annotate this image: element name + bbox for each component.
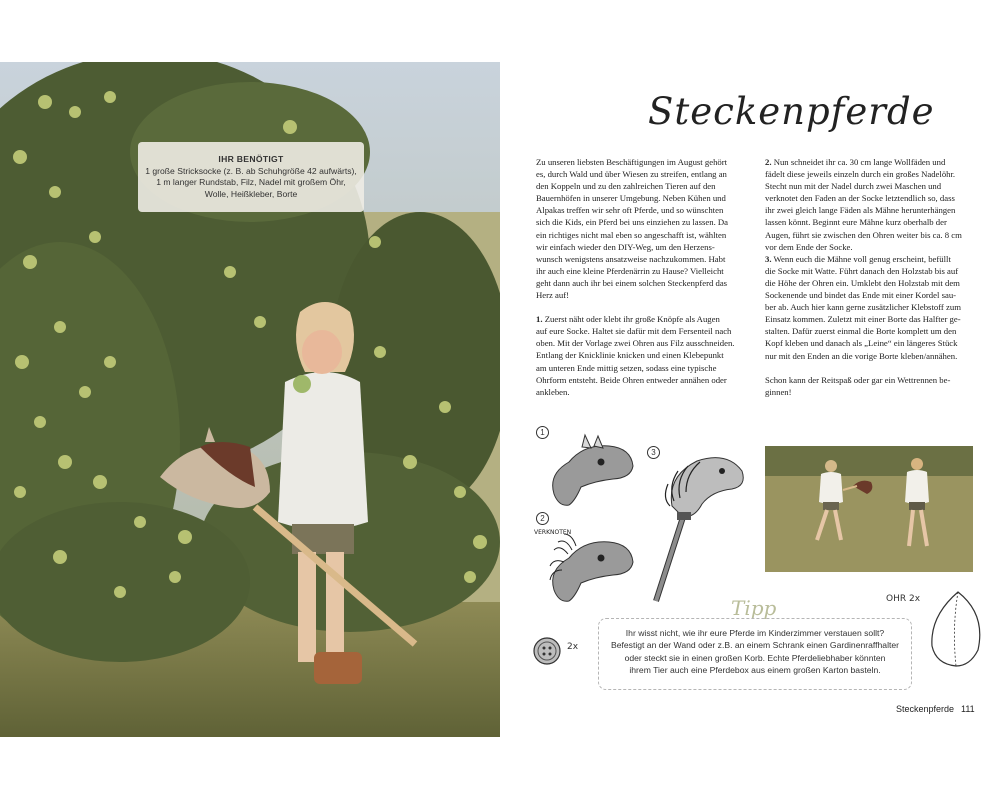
step2-line: vor dem Ende der Socke.	[765, 241, 853, 252]
sock-head-illustration-step1	[544, 432, 639, 507]
materials-line: 1 große Stricksocke (z. B. ab Schuhgröße 42 aufwärts),	[145, 165, 357, 176]
ear-template-label: OHR 2x	[886, 594, 921, 604]
intro-line: wunsch wenigstens ansatzweise nachzukommen. Habt	[536, 253, 726, 264]
closing-line: ginnen!	[765, 386, 792, 397]
step1-line	[536, 313, 746, 325]
tip-line: Befestigt an der Wand oder z.B. an einem Schrank einen Gardinenraffhalter	[610, 640, 900, 651]
materials-title: IHR BENÖTIGT	[218, 154, 284, 164]
step2-line	[765, 156, 975, 168]
book-spread	[0, 62, 1000, 737]
right-page-text	[500, 62, 1000, 737]
step2-text: Nun schneidet ihr ca. 30 cm lange Wollfäden und	[773, 157, 946, 167]
closing-line: Schon kann der Reitspaß oder gar ein Wettrennen be-	[765, 374, 951, 385]
intro-line: den Koppeln und zu den zahlreichen Tieren auf den	[536, 181, 716, 192]
step3-line: Sockenende und bindet das Ende mit einer Kordel sau-	[765, 290, 957, 301]
step2-number: 2.	[765, 157, 772, 167]
ear-template-shape	[928, 590, 983, 668]
footer-section-title: Steckenpferde	[896, 704, 955, 714]
step1-line: auf eure Socke. Haltet sie dafür mit dem Fersenteil nach	[536, 326, 732, 337]
step3-line: die Socke mit Watte. Führt danach den Holzstab bis auf	[765, 265, 959, 276]
step2-line: ihr zwei gleich lange Fäden als Mähne herunterhängen	[765, 205, 956, 216]
step2-line: Augen, führt sie zwischen den Ohren weiter bis ca. 8 cm	[765, 229, 962, 240]
step3-line	[765, 253, 975, 265]
step1-line: ankleben.	[536, 386, 570, 397]
step1-line: oben. Mit der Vorlage zwei Ohren aus Filz ausschneiden.	[536, 338, 735, 349]
materials-box	[138, 142, 364, 212]
tip-line: oder steckt sie in einen großen Korb. Echte Pferdeliebhaber könnten	[624, 652, 886, 663]
intro-line: Alpakas treffen wir sehr oft Pferde, und so wünschten	[536, 205, 724, 216]
intro-line: ihr auch eine kleine Pferdenärrin zu Hause? Vielleicht	[536, 265, 724, 276]
tip-line: Ihr wisst nicht, wie ihr eure Pferde im Kinderzimmer verstauen sollt?	[625, 628, 885, 638]
step1-number: 1.	[536, 314, 543, 325]
left-page-photo	[0, 62, 500, 737]
verknoten-label: VERKNOTEN	[534, 529, 572, 536]
page-title: Steckenpferde	[648, 90, 935, 133]
step3-number: 3.	[765, 253, 772, 264]
photo-kids-racing	[765, 446, 973, 572]
step1-line: am unteren Ende mittig setzen, sodass eine typische	[536, 362, 717, 373]
intro-line: ein richtiges nicht mal eben so angeschafft ist, wählten	[536, 229, 727, 240]
step1-text: Zuerst näht oder klebt ihr große Knöpfe als Augen	[544, 314, 720, 325]
step2-line: Stecht nun mit der Nadel durch zwei Maschen und	[765, 181, 942, 192]
materials-line: Wolle, Heißkleber, Borte	[204, 188, 298, 199]
intro-line: sich die Kids, ein Pferd bei uns einziehen zu lassen. Da	[536, 217, 729, 228]
materials-line: 1 m langer Rundstab, Filz, Nadel mit großem Öhr,	[156, 177, 346, 187]
intro-line: Herz auf!	[536, 290, 570, 301]
step-1-marker: 1	[536, 426, 549, 439]
button-count-label: 2x	[567, 642, 579, 652]
step3-line: Einsatz kommen. Zuletzt mit einer Borte das Halfter ge-	[765, 314, 961, 325]
sock-head-illustration-step2	[528, 524, 638, 604]
step1-line: Entlang der Knicklinie knicken und einen Klebepunkt	[536, 350, 724, 361]
step3-line: Kopf kleben und danach als „Leine“ ein längeres Stück	[765, 338, 958, 349]
step3-line: nur mit den Enden an die vorige Borte kleben/annähen.	[765, 350, 958, 361]
tip-title: Tipp	[731, 596, 777, 620]
step3-line: ber ab. Auch hier kann gerne zusätzlicher Klebstoff zum	[765, 302, 961, 313]
tip-line: ihrem Tier auch eine Pferdebox aus einem großen Karton basteln.	[629, 664, 881, 675]
step-3-marker: 3	[647, 446, 660, 459]
intro-line: Zu unseren liebsten Beschäftigungen im August gehört	[536, 157, 728, 167]
text-column-left	[536, 156, 746, 398]
step1-line: Ohrform entsteht. Beide Ohren entweder annähen oder	[536, 374, 727, 385]
tip-box	[598, 618, 912, 690]
step2-line: fädelt diese jeweils einzeln durch ein großes Nadelöhr.	[765, 169, 956, 180]
step3-text: Wenn euch die Mähne voll genug erscheint, befüllt	[773, 253, 951, 264]
button-eye-icon	[532, 636, 562, 666]
step2-line: verknotet den Faden an der Socke letztendlich so, dass	[765, 193, 955, 204]
intro-line: wir einfach wieder den DIY-Weg, um den Herzens-	[536, 241, 715, 252]
step3-line: die Höhe der Ohren ein. Umklebt den Holzstab mit dem	[765, 277, 960, 288]
page-number: 111	[961, 704, 975, 714]
text-column-right	[765, 156, 975, 398]
step2-line: lassen könnt. Beginnt eure Mähne kurz oberhalb der	[765, 217, 947, 228]
intro-line: Bauernhöfen in unserer Umgebung. Neben Kühen und	[536, 193, 726, 204]
intro-line: geht dann auch ihr bei einem solchen Steckenpferd das	[536, 277, 728, 288]
step-2-marker: 2	[536, 512, 549, 525]
intro-line: es, durch Wald und über Wiesen zu streifen, entlang an	[536, 169, 727, 180]
step3-line: stalten. Dafür zuerst einmal die Borte komplett um den	[765, 326, 957, 337]
hobby-horse-illustration-step3	[642, 446, 747, 606]
